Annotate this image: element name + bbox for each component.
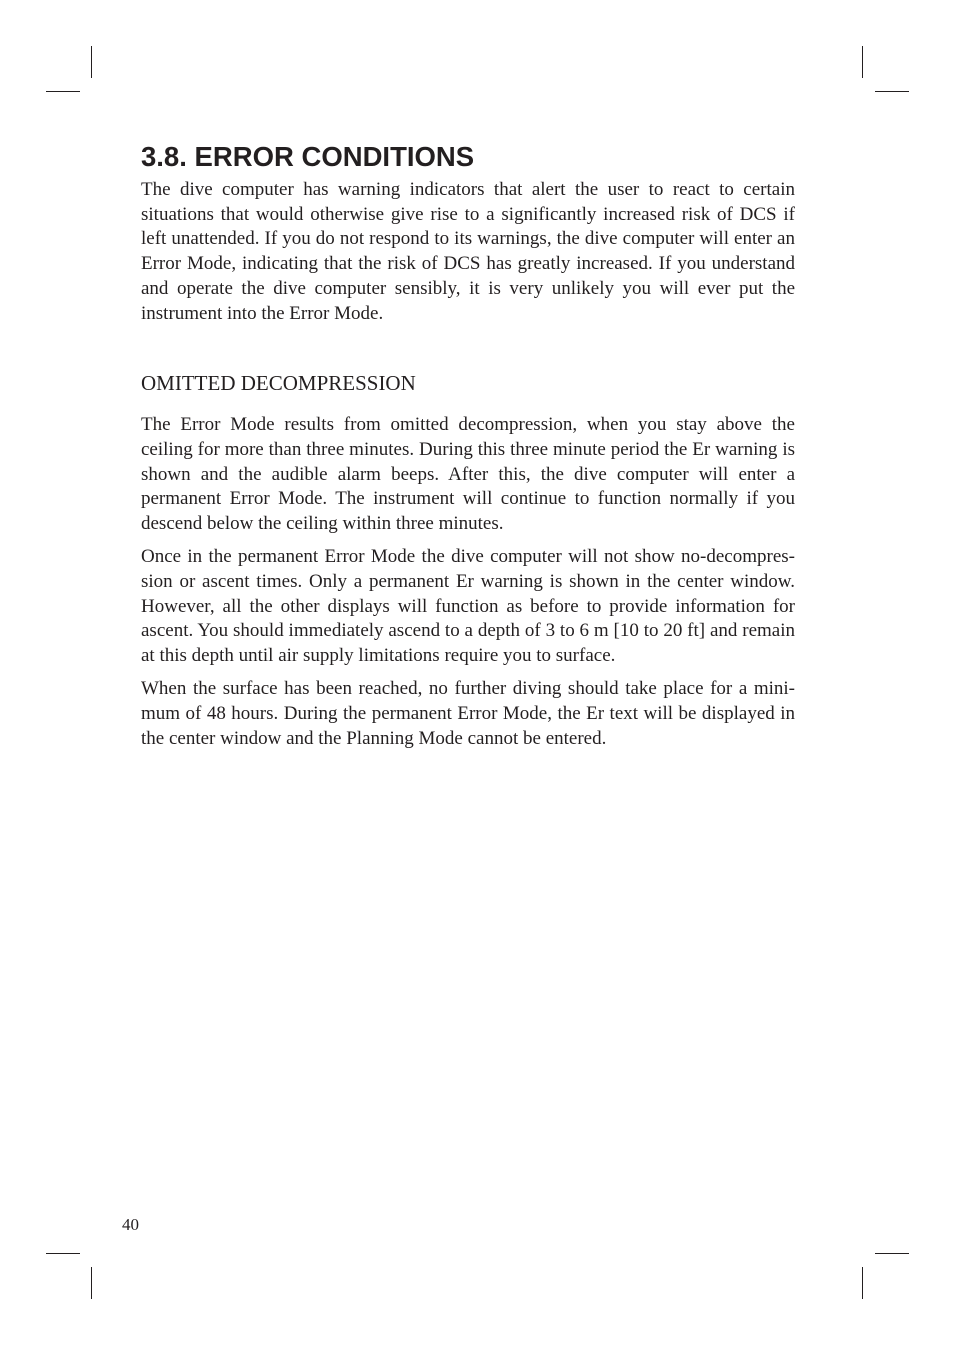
crop-mark-bottom-right-vertical — [862, 1267, 863, 1299]
crop-mark-bottom-right-horizontal — [875, 1253, 909, 1254]
crop-mark-bottom-left-horizontal — [46, 1253, 80, 1254]
page-content — [141, 138, 795, 751]
body-paragraph-3: When the surface has been reached, no further diving should take place for a minimum of 48 hours. During the permanent Error Mode, the Er text will be displayed in the center window and the Planning Mode cannot be entered. — [141, 678, 795, 749]
crop-mark-bottom-left-vertical — [91, 1267, 92, 1299]
body-paragraph-2: Once in the permanent Error Mode the dive computer will not show no-decompression or ascent times. Only a permanent Er warning is shown in the center window. However, all the other displays will function as before to provide information for ascent. You should immediately ascend to a depth of 3 to 6 m [10 to 20 ft] and remain at this depth until air supply limitations require you to surface. — [141, 546, 795, 667]
crop-mark-top-right-horizontal — [875, 91, 909, 92]
crop-mark-top-left-horizontal — [46, 91, 80, 92]
body-paragraph-1: The Error Mode results from omitted decompression, when you stay above the ceiling for more than three minutes. During this three minute period the Er warning is shown and the audible alarm beeps. After this, the dive computer will enter a permanent Error Mode. The instrument will continue to function normally if you descend below the ceiling within three minutes. — [141, 414, 795, 535]
section-title: 3.8. ERROR CONDITIONS — [141, 141, 475, 172]
intro-paragraph: The dive computer has warning indicators that alert the user to react to certain situations that would otherwise give rise to a significantly increased risk of DCS if left unattended. If you do not respond to its warnings, the dive computer will enter an Error Mode, indicating that the risk of DCS has greatly increased. If you understand and operate the dive computer sensibly, it is very unlikely you will ever put the instrument into the Error Mode. — [141, 179, 795, 324]
subsection-title: OMITTED DECOMPRESSION — [141, 371, 416, 396]
crop-mark-top-left-vertical — [91, 46, 92, 78]
crop-mark-top-right-vertical — [862, 46, 863, 78]
page-number: 40 — [122, 1215, 139, 1234]
